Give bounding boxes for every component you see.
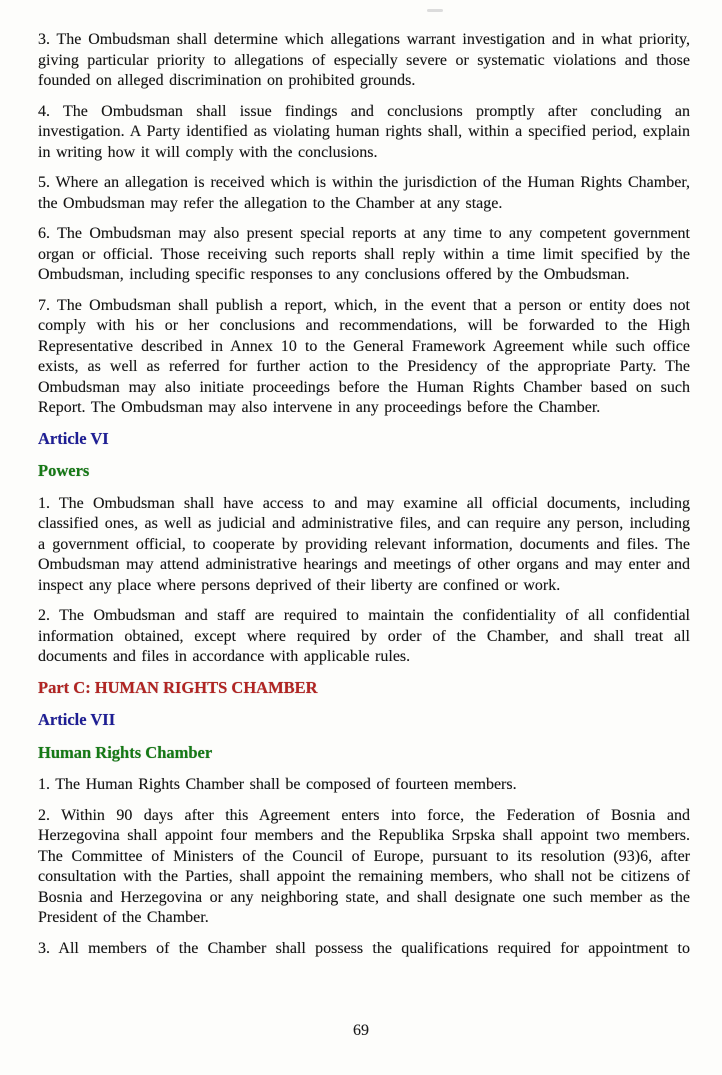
paragraph-powers-2: 2. The Ombudsman and staff are required to maintain the confidentiality of all confidential information obtained, except where required by order of the Chamber, and shall treat all documents and files in accordance with applicable rules. — [38, 607, 690, 665]
paragraph-ombudsman-5: 5. Where an allegation is received which is within the jurisdiction of the Human Rights Chamber, the Ombudsman may refer the allegation to the Chamber at any stage. — [38, 174, 690, 212]
paragraph-ombudsman-6: 6. The Ombudsman may also present special reports at any time to any competent government organ or official. Those receiving such reports shall reply within a time limit specified by the Ombudsman, including specific responses to any conclusions offered by the Ombudsman. — [38, 225, 690, 283]
paragraph-chamber-3-partial: 3. All members of the Chamber shall possess the qualifications required for appointment to — [38, 939, 690, 957]
paragraph-powers-1: 1. The Ombudsman shall have access to and may examine all official documents, including classified ones, as well as judicial and administrative files, and can require any person, including a government official, to cooperate by providing relevant information, documents and files. The Ombudsman may attend administrative hearings and meetings of other organs and may enter and inspect any place where persons deprived of their liberty are confined or work. — [38, 494, 690, 594]
heading-part-c: Part C: HUMAN RIGHTS CHAMBER — [38, 677, 318, 697]
page-number: 69 — [353, 1022, 369, 1039]
paragraph-ombudsman-4: 4. The Ombudsman shall issue findings and conclusions promptly after concluding an investigation. A Party identified as violating human rights shall, within a specified period, explain in writing how it will comply with the conclusions. — [38, 102, 690, 161]
paragraph-ombudsman-3: 3. The Ombudsman shall determine which allegations warrant investigation and in what priority, giving particular priority to allegations of especially severe or systematic violations and those founded on alleged discrimination on prohibited grounds. — [38, 31, 690, 89]
heading-article-vii: Article VII — [38, 710, 116, 729]
heading-article-vi: Article VI — [38, 428, 109, 448]
paragraph-chamber-2: 2. Within 90 days after this Agreement enters into force, the Federation of Bosnia and Herzegovina shall appoint four members and the Republika Srpska shall appoint two members. The Committee of Ministers of the Council of Europe, pursuant to its resolution (93)6, after consultation with the Parties, shall appoint the remaining members, who shall not be citizens of Bosnia and Herzegovina or any neighboring state, and shall designate one such member as the President of the Chamber. — [38, 806, 690, 926]
scan-artifact — [427, 9, 443, 12]
document-content — [38, 30, 690, 969]
heading-powers: Powers — [38, 461, 90, 480]
paragraph-chamber-1: 1. The Human Rights Chamber shall be composed of fourteen members. — [38, 776, 517, 793]
paragraph-ombudsman-7: 7. The Ombudsman shall publish a report, which, in the event that a person or entity does not comply with his or her conclusions and recommendations, will be forwarded to the High Representative described in Annex 10 to the General Framework Agreement while such office exists, as well as referred for further action to the Presidency of the appropriate Party. The Ombudsman may also initiate proceedings before the Human Rights Chamber based on such Report. The Ombudsman may also intervene in any proceedings before the Chamber. — [38, 296, 690, 416]
heading-human-rights-chamber: Human Rights Chamber — [38, 742, 213, 762]
